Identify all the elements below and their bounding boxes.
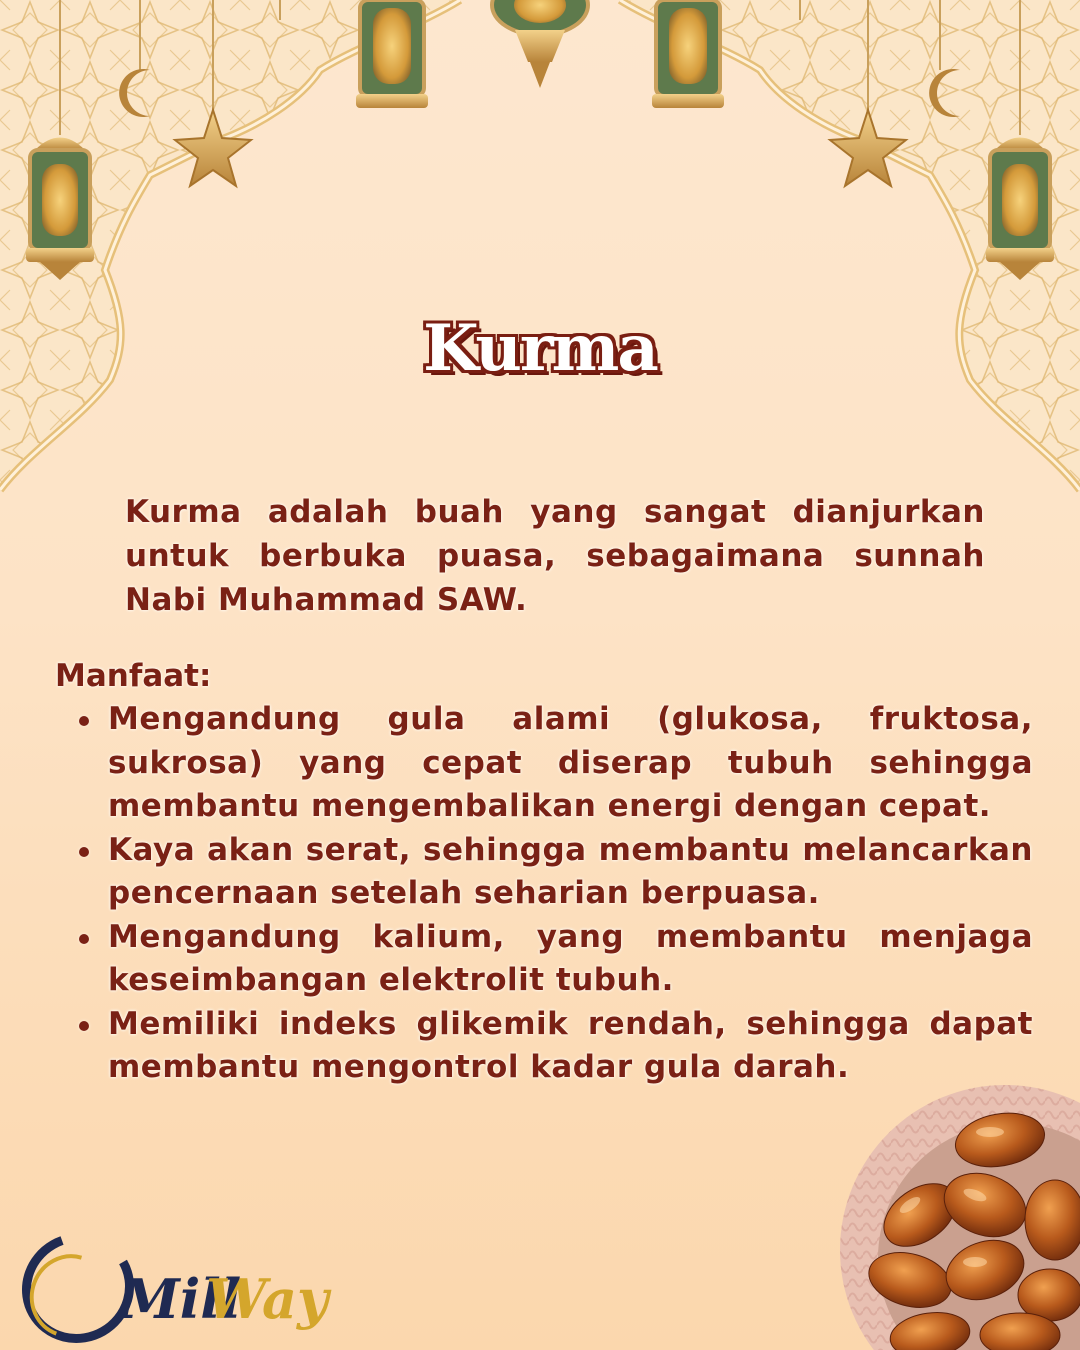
lantern-icon xyxy=(986,138,1054,281)
dates-bowl-image xyxy=(835,1080,1080,1350)
benefit-text: Memiliki indeks glikemik rendah, sehingga dapat membantu mengontrol kadar gula darah. xyxy=(108,1005,1033,1085)
bullet-icon xyxy=(79,934,89,944)
benefit-text: Mengandung gula alami (glukosa, fruktosa, sukrosa) yang cepat diserap tubuh sehingga membantu mengembalikan energi dengan cepat. xyxy=(108,701,1033,824)
bullet-icon xyxy=(79,1021,89,1031)
lantern-icon xyxy=(356,0,428,108)
benefit-text: Mengandung kalium, yang membantu menjaga keseimbangan elektrolit tubuh. xyxy=(108,918,1033,998)
benefits-list xyxy=(75,698,1033,1090)
bullet-icon xyxy=(79,716,89,726)
benefit-text: Kaya akan serat, sehingga membantu melancarkan pencernaan setelah seharian berpuasa. xyxy=(108,831,1033,911)
lantern-icon xyxy=(492,0,588,88)
intro-paragraph: Kurma adalah buah yang sangat dianjurkan untuk berbuka puasa, sebagaimana sunnah Nabi Muhammad SAW. xyxy=(125,494,985,618)
list-item xyxy=(75,1003,1033,1090)
list-item xyxy=(75,698,1033,829)
brand-logo xyxy=(20,1230,329,1345)
list-item xyxy=(75,916,1033,1003)
lantern-icon xyxy=(26,138,94,281)
brand-name-way: Way xyxy=(206,1267,329,1331)
page-title: Kurma xyxy=(423,310,657,386)
brand-name-mill: Mill xyxy=(120,1267,242,1331)
bullet-icon xyxy=(79,847,89,857)
lantern-icon xyxy=(652,0,724,108)
benefits-heading: Manfaat: xyxy=(55,658,212,694)
list-item xyxy=(75,829,1033,916)
